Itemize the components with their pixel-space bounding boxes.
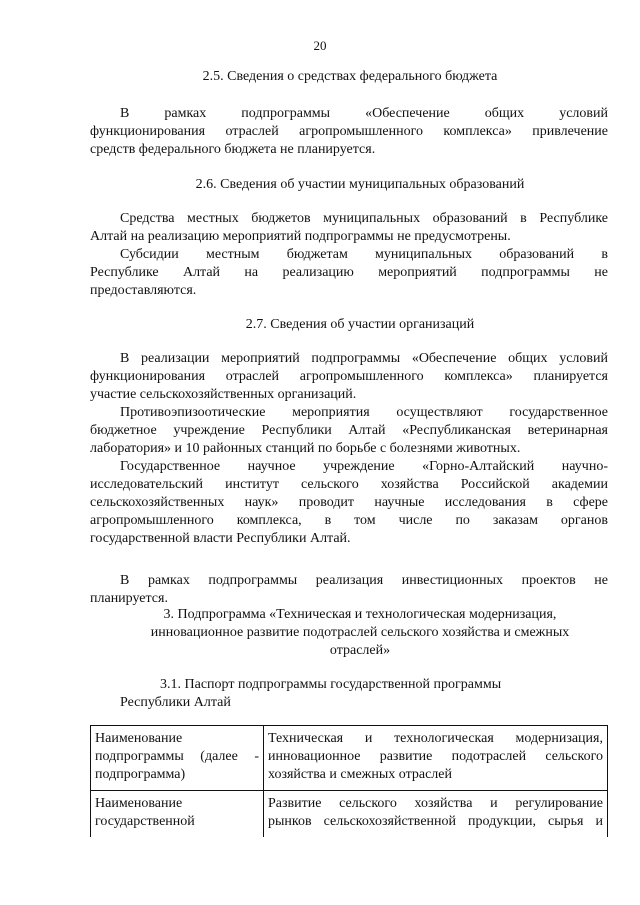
- text-line: В рамках подпрограммы реализация инвестиционных проектов не: [120, 573, 608, 588]
- passport-table: [90, 725, 608, 837]
- text-line: сельскохозяйственных наук» проводит научные исследования в сфере: [90, 495, 608, 510]
- heading-2-7: 2.7. Сведения об участии организаций: [245, 317, 475, 332]
- text-line: Противоэпизоотические мероприятия осуществляют государственное: [120, 405, 608, 420]
- heading-3-1: [120, 676, 620, 712]
- text-line: лаборатория» и 10 районных станций по борьбе с болезнями животных.: [90, 441, 521, 456]
- text-line: Средства местных бюджетов муниципальных образований в Республике: [120, 211, 608, 226]
- paragraph-federal-budget: [90, 105, 608, 159]
- table-row: [91, 791, 608, 838]
- heading-line: 3.1. Паспорт подпрограммы государственной программы: [160, 677, 502, 692]
- paragraph-veterinary: [90, 404, 608, 458]
- page-number: 20: [313, 38, 327, 53]
- text-line: функционирования отраслей агропромышленного комплекса» планируется: [90, 369, 608, 384]
- cell-line: хозяйства и смежных отраслей: [268, 767, 452, 782]
- text-line: Государственное научное учреждение «Горно-Алтайский научно-: [120, 459, 608, 474]
- text-line: участие сельскохозяйственных организаций.: [90, 387, 357, 402]
- cell-line: подпрограмма): [95, 767, 186, 782]
- cell-line: Развитие сельского хозяйства и регулирование: [268, 796, 603, 811]
- text-line: Субсидии местным бюджетам муниципальных образований в: [120, 247, 608, 262]
- table-cell-label: [91, 726, 264, 791]
- cell-line: Наименование: [95, 796, 183, 811]
- cell-line: Техническая и технологическая модернизация,: [268, 731, 603, 746]
- cell-line: Наименование: [95, 731, 183, 746]
- table-cell-value: [264, 726, 608, 791]
- heading-line: отраслей»: [329, 643, 391, 658]
- table-row: [91, 726, 608, 791]
- heading-3: [90, 606, 630, 660]
- text-line: функционирования отраслей агропромышленного комплекса» привлечение: [90, 124, 608, 139]
- text-line: агропромышленного комплекса, в том числе по заказам органов: [90, 513, 608, 528]
- text-line: Республике Алтай на реализацию мероприятий подпрограммы не: [90, 265, 608, 280]
- text-line: Алтай на реализацию мероприятий подпрограммы не предусмотрены.: [90, 229, 511, 244]
- heading-line: Республики Алтай: [120, 695, 231, 710]
- cell-line: подпрограммы (далее -: [95, 749, 259, 764]
- paragraph-local-budgets: [90, 210, 608, 246]
- table-cell-label: [91, 791, 264, 838]
- cell-line: инновационное развитие подотраслей сельского: [268, 749, 603, 764]
- paragraph-subsidies: [90, 246, 608, 300]
- text-line: бюджетное учреждение Республики Алтай «Республиканская ветеринарная: [90, 423, 608, 438]
- heading-2-5: 2.5. Сведения о средствах федерального бюджета: [202, 69, 498, 84]
- cell-line: рынков сельскохозяйственной продукции, сырья и: [268, 814, 603, 829]
- table-cell-value: [264, 791, 608, 838]
- heading-line: инновационное развитие подотраслей сельского хозяйства и смежных: [150, 625, 570, 640]
- paragraph-research-institute: [90, 458, 608, 548]
- cell-line: государственной: [95, 814, 195, 829]
- paragraph-organizations: [90, 350, 608, 404]
- text-line: предоставляются.: [90, 283, 197, 298]
- text-line: средств федерального бюджета не планируется.: [90, 142, 376, 157]
- text-line: исследовательский институт сельского хозяйства Российской академии: [90, 477, 608, 492]
- text-line: планируется.: [90, 591, 168, 606]
- text-line: государственной власти Республики Алтай.: [90, 531, 351, 546]
- paragraph-investment: [90, 572, 608, 608]
- heading-2-6: 2.6. Сведения об участии муниципальных образований: [195, 177, 525, 192]
- text-line: В рамках подпрограммы «Обеспечение общих условий: [120, 106, 608, 121]
- heading-line: 3. Подпрограмма «Техническая и технологическая модернизация,: [163, 607, 557, 622]
- text-line: В реализации мероприятий подпрограммы «Обеспечение общих условий: [120, 351, 608, 366]
